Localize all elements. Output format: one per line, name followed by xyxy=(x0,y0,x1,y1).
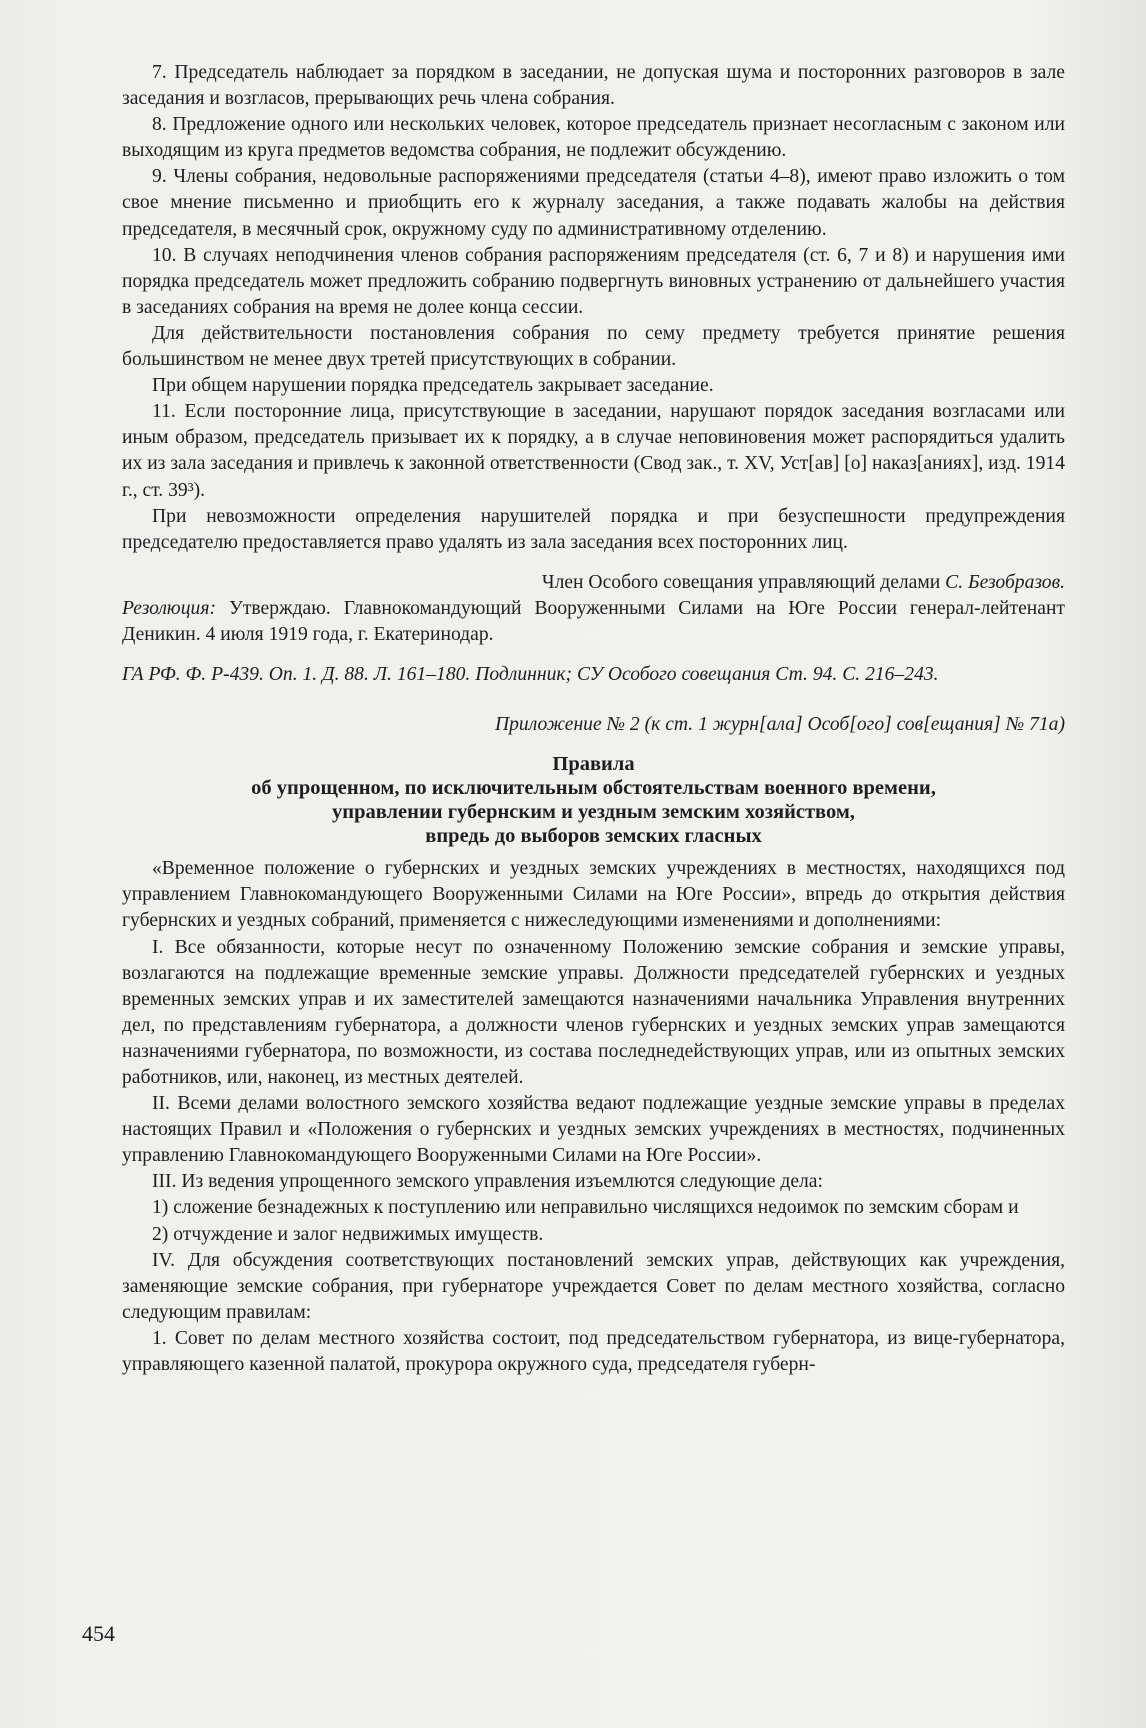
section-III-item-1: 1) сложение безнадежных к поступлению или неправильно числящихся недоимок по земским сборам и xyxy=(152,1197,1019,1219)
intro-paragraph: «Временное положение о губернских и уездных земских учреждениях в местностях, находящихся под управлением Главнокомандующего Вооруженными Силами на Юге России», впредь до открытия действия губернских и уездных собраний, применяется с нижеследующими изменениями и дополнениями: xyxy=(122,858,1065,932)
paragraph-10-close: При общем нарушении порядка председатель закрывает заседание. xyxy=(152,375,714,397)
section-IV: IV. Для обсуждения соответствующих постановлений земских управ, действующих как учреждения, заменяющие земские собрания, при губернаторе учреждается Совет по делам местного хозяйства, согласно следующим правилам: xyxy=(122,1249,1065,1323)
archive-source: ГА РФ. Ф. Р-439. Оп. 1. Д. 88. Л. 161–180. Подлинник; СУ Особого совещания Ст. 94. С. 216–243. xyxy=(122,664,939,686)
page-number: 454 xyxy=(82,1621,115,1646)
section-I: I. Все обязанности, которые несут по означенному Положению земские собрания и земские управы, возлагаются на подлежащие временные земские управы. Должности председателей губернских и уездных временных земских управ и их заместителей замещаются назначениями начальника Управления внутренних дел, по представлениям губернатора, а должности членов губернских и уездных земских управ замещаются назначениями губернатора, по возможности, из состава последнедействующих управ, или из опытных земских работников, или, наконец, из местных деятелей. xyxy=(122,936,1065,1088)
heading-line-2: об упрощенном, по исключительным обстоятельствам военного времени, xyxy=(251,777,936,800)
section-IV-item-1: 1. Совет по делам местного хозяйства состоит, под председательством губернатора, из вице-губернатора, управляющего казенной палатой, прокурора окружного суда, председателя губерн- xyxy=(122,1327,1065,1376)
paragraph-11-remove: При невозможности определения нарушителей порядка и при безуспешности предупреждения председателю предоставляется право удалять из зала заседания всех посторонних лиц. xyxy=(122,505,1065,553)
paragraph-10: 10. В случаях неподчинения членов собрания распоряжениям председателя (ст. 6, 7 и 8) и нарушения ими порядка председатель может предложить собранию подвергнуть виновных устранению от дальнейшего участия в заседаниях собрания на время не долее конца сессии. xyxy=(122,244,1065,318)
appendix-reference: Приложение № 2 (к ст. 1 журн[ала] Особ[ого] сов[ещания] № 71а) xyxy=(494,714,1065,736)
resolution-text: Утверждаю. Главнокомандующий Вооруженными Силами на Юге России генерал-лейтенант Деникин. 4 июля 1919 года, г. Екатеринодар. xyxy=(122,597,1065,645)
paragraph-10-majority: Для действительности постановления собрания по сему предмету требуется принятие решения большинством не менее двух третей присутствующих в собрании. xyxy=(122,322,1065,371)
rules-heading xyxy=(122,752,1065,848)
section-III: III. Из ведения упрощенного земского управления изъемлются следующие дела: xyxy=(152,1171,823,1193)
heading-line-1: Правила xyxy=(552,753,635,776)
heading-line-3: управлении губернским и уездным земским хозяйством, xyxy=(332,801,855,824)
resolution-label: Резолюция: xyxy=(122,597,216,619)
signature-text: Член Особого совещания управляющий делами xyxy=(541,571,946,593)
paragraph-8: 8. Предложение одного или нескольких человек, которое председатель признает несогласным с законом или выходящим из круга предметов ведомства собрания, не подлежит обсуждению. xyxy=(122,114,1065,162)
resolution xyxy=(122,596,1065,648)
signature-line xyxy=(122,570,1065,596)
signature-name: С. Безобразов. xyxy=(945,571,1065,593)
paragraph-7: 7. Председатель наблюдает за порядком в заседании, не допуская шума и посторонних разговоров в зале заседания и возгласов, прерывающих речь члена собрания. xyxy=(122,62,1065,110)
main-text xyxy=(122,60,1065,1378)
heading-line-4: впредь до выборов земских гласных xyxy=(425,825,762,848)
paragraph-11: 11. Если посторонние лица, присутствующие в заседании, нарушают порядок заседания возгласами или иным образом, председатель призывает их к порядку, а в случае неповиновения может распорядиться удалить их из зала заседания и привлечь к законной ответственности (Свод зак., т. XV, Уст[ав] [о] наказ[аниях], изд. 1914 г., ст. 39³). xyxy=(122,401,1065,501)
paragraph-9: 9. Члены собрания, недовольные распоряжениями председателя (статьи 4–8), имеют право изложить о том свое мнение письменно и приобщить его к журналу заседания, а также подавать жалобы на действия председателя, в месячный срок, окружному суду по административному отделению. xyxy=(122,166,1065,240)
section-II: II. Всеми делами волостного земского хозяйства ведают подлежащие уездные земские управы в пределах настоящих Правил и «Положения о губернских и уездных земских учреждениях в местностях, подчиненных управлению Главнокомандующего Вооруженными Силами на Юге России». xyxy=(122,1093,1065,1167)
section-III-item-2: 2) отчуждение и залог недвижимых имуществ. xyxy=(152,1223,544,1245)
